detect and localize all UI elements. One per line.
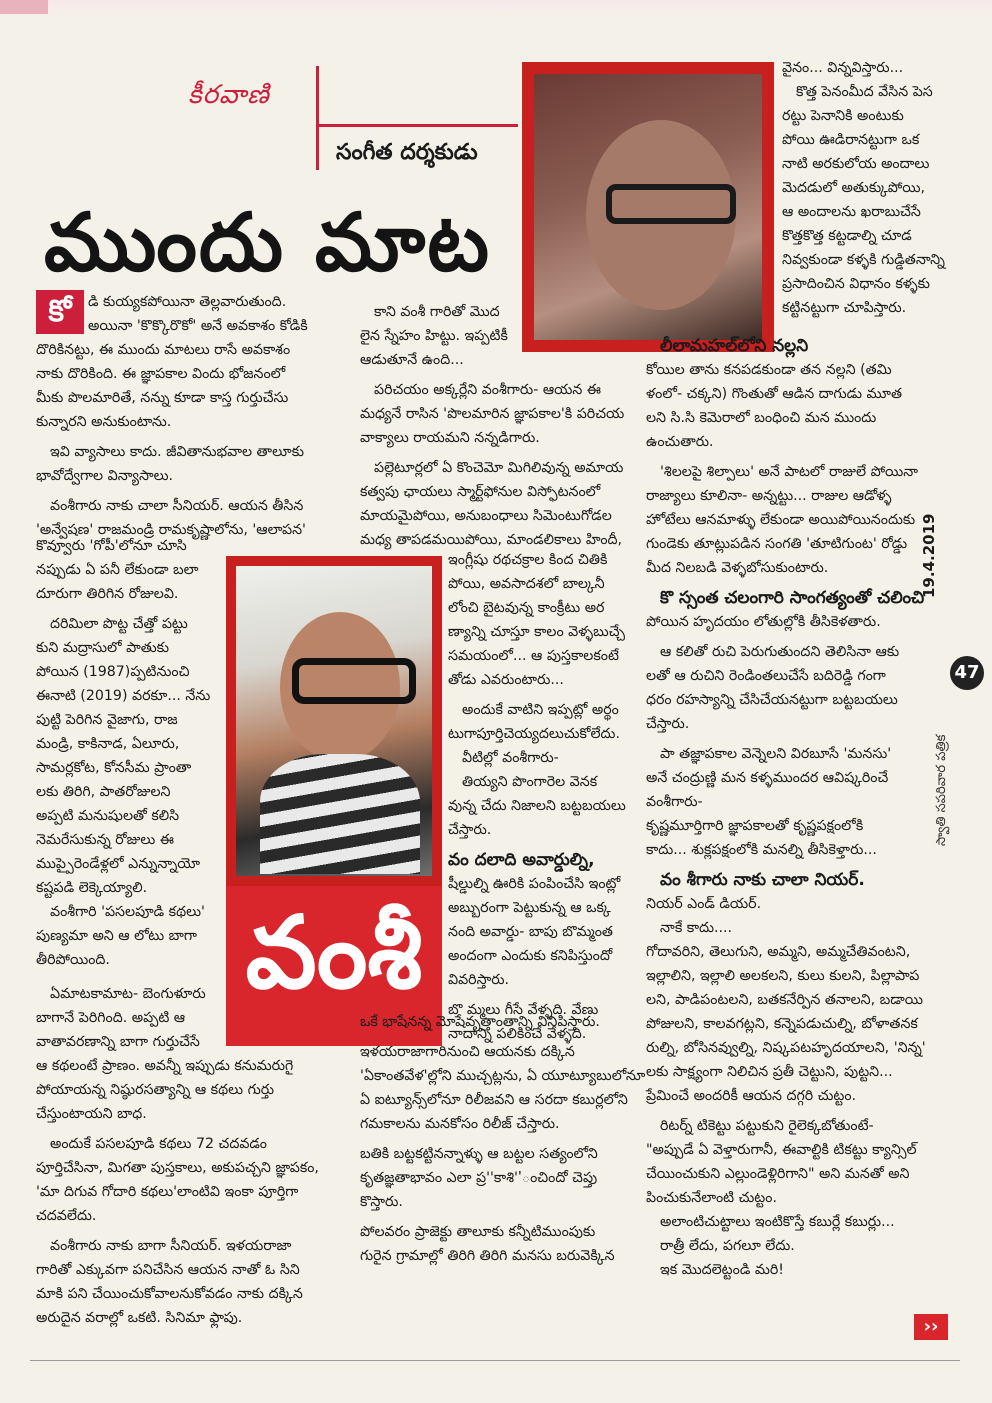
column-2-top xyxy=(360,300,634,552)
next-page-button[interactable]: ›› xyxy=(914,1314,948,1340)
text-line: కుని మద్రాసులో పాతుకు xyxy=(36,640,169,656)
text-line: మీద నిలబడి వెళ్ళబోసుకుంటారు. xyxy=(646,560,829,576)
issue-date: 19.4.2019 xyxy=(920,513,938,598)
text-line: అయినా 'కొక్కొరొకో' అనే అవకాశం కోడికి xyxy=(88,318,308,334)
text-line: టుగాపూర్తిచెయ్యదలుచుకోలేదు. xyxy=(448,726,620,742)
text-line: వంశీగారు నాకు బాగా సీనియర్. ఇళయరాజా xyxy=(50,1238,292,1254)
text-line: "అప్పుడే ఏ వెళ్తారుగానీ, ఈవాల్టికి టికట్టు క్యాన్సిల్ xyxy=(646,1142,917,1158)
column-3-bottom xyxy=(646,334,946,1282)
text-line: పోజులని, కాలవగట్లని, కన్నెపడుచుల్ని, బోళాతనక xyxy=(646,1016,918,1032)
text-line: దొరికినట్టు, ఈ ముందు మాటలు రాసే అవకాశం xyxy=(36,342,291,358)
footer-rule xyxy=(30,1360,960,1361)
text-line: కట్టినట్టుగా చూపిస్తారు. xyxy=(782,300,907,316)
subject-name: వంశీ xyxy=(245,893,423,1011)
text-line: కొ స్సంత చలంగారి సాంగత్యంతో చలించి xyxy=(660,588,925,608)
text-line: రట్టు పెనానికి అంటుకు xyxy=(782,108,904,124)
text-line: నాదాన్ని పలికించే వేళ్ళది. xyxy=(448,1026,587,1042)
text-line: మెదడులో అతుక్కుపోయి, xyxy=(782,180,925,196)
text-line: కాని వంశీ గారితో మొద xyxy=(374,304,500,320)
text-line: దరిమిలా పొట్ట చేత్తో పట్టు xyxy=(50,616,188,632)
text-line: అనే చంద్రుణ్ణి మన కళ్ళముందర ఆవిష్కరించే xyxy=(646,770,889,786)
text-line: కున్నారని అనుకుంటాను. xyxy=(36,414,172,430)
text-line: గారితో ఎక్కువగా పనిచేసిన ఆయన నాతో ఓ సిని xyxy=(36,1262,300,1278)
glasses-icon xyxy=(606,184,736,224)
text-line: కత్వపు ఛాయలు స్మార్ట్‌ఫోనుల విస్ఫోటనంలో xyxy=(360,484,601,500)
column-2-bottom xyxy=(360,1010,646,1268)
text-line: సమయంలో... ఆ పుస్తకాలకంటే xyxy=(448,648,619,664)
text-line: చదవలేదు. xyxy=(36,1208,97,1224)
text-line: ఇళయరాజాగారినుంచి ఆయనకు దక్కిన xyxy=(360,1044,575,1060)
text-line: నాకే కాదు.... xyxy=(660,920,733,936)
text-line: 'అన్వేషణ' రాజమండ్రి రామకృష్ణాలోను, 'ఆలాపన' xyxy=(36,522,306,538)
glasses-icon xyxy=(292,658,416,704)
text-line: చేయించుకుని ఎల్లుండెళ్లిరిగాని" అని మనతో అని xyxy=(646,1166,910,1182)
text-line: నాటి అరకులోయ అందాలు xyxy=(782,156,930,172)
text-line: కొవ్వూరు 'గోపీ'లోనూ చూసి xyxy=(36,538,187,554)
byline-divider xyxy=(316,66,319,170)
subject-photo xyxy=(226,556,442,886)
text-line: బతికి బట్టకట్టినన్నాళ్ళు ఆ బట్టల సత్యంలోని xyxy=(360,1146,598,1162)
top-edge xyxy=(0,0,992,18)
text-line: ఆ కథలంటే ప్రాణం. అవన్నీ ఇప్పుడు కనుమరుగై xyxy=(36,1058,294,1074)
pink-tab xyxy=(0,0,48,14)
text-line: గుండెకు తూట్లుపడిన సంగతి 'తూటిగుంట' రోడ్డు xyxy=(646,536,908,552)
text-line: వాక్యాలు రాయమని నన్నడిగారు. xyxy=(360,430,540,446)
text-line: లని, పాడిపంటలని, బతకనేర్పిన తనాలని, బడాయి xyxy=(646,992,924,1008)
text-line: పుట్టి పెరిగిన వైజాగు, రాజ xyxy=(36,712,178,728)
paragraph: కో డి కుయ్యకపోయినా తెల్లవారుతుంది. xyxy=(36,290,348,314)
column-3-top xyxy=(782,56,952,320)
text-line: ప్రసాదించిన విధానం కళ్ళకు xyxy=(782,276,930,292)
text-line: ప్రేమించే అందరికీ ఆయన దగ్గరి చుట్టం. xyxy=(646,1088,857,1104)
text-line: వంశీగారు నాకు చాలా సీనియర్. ఆయన తీసిన xyxy=(50,498,304,514)
text-line: పుణ్యమా అని ఆ లోటు బాగా xyxy=(36,928,197,944)
author-role: సంగీత దర్శకుడు xyxy=(336,140,478,165)
text-line: కొస్తారు. xyxy=(360,1194,403,1210)
text-line: ఆ అందాలను ఖరాబుచేసే xyxy=(782,204,921,220)
text-line: పోయి, అవసాదశలో బాల్కనీ xyxy=(448,576,605,592)
column-1-bottom xyxy=(36,982,348,1330)
text-line: రిటర్న్ టికెట్టు పట్టుకుని రైలెక్కబోతుంటే- xyxy=(660,1118,874,1134)
drop-cap: కో xyxy=(36,290,84,334)
text-line: ఇక మొదలెట్టండి మరి! xyxy=(660,1262,784,1278)
text-line: నంది అవార్డు- బాపు బొమ్మంత xyxy=(448,924,613,940)
text-line: ళంలో- చక్కని) గొంతుతో ఆడిన దాగుడు మూత xyxy=(646,386,903,402)
text-line: కృతజ్ఞతాభావం ఎలా ప్ర''కాశి''ంచిందో చెప్తు xyxy=(360,1170,598,1186)
text-line: అందుకే పసలపూడి కథలు 72 చదవడం xyxy=(50,1136,267,1152)
author-signature: కీరవాణి xyxy=(188,80,270,110)
text-line: చేస్తారు. xyxy=(646,716,690,732)
text-line: హోటేలు ఆనమాళ్ళు లేకుండా అయిపోయినందుకు xyxy=(646,512,916,528)
text-line: పోయిన (1987)ప్పటినుంచి xyxy=(36,664,190,680)
text-line: అప్పటి మనుషులతో కలిసి xyxy=(36,808,180,824)
text-line: పోయి ఊడిరానట్టుగా ఒక xyxy=(782,132,920,148)
text-line: రుల్ని, బోసినవ్వుల్ని, నిష్కపటహృదయాలని, 'నిన్న' xyxy=(646,1040,926,1056)
text-line: ముప్పైరెండేళ్లలో ఎన్నున్నాయో xyxy=(36,856,201,872)
text-line: మధ్య తాపడమయిపోయి, మాండలికాలు హిందీ, xyxy=(360,532,623,548)
text-line: చేస్తారు. xyxy=(448,822,492,838)
text-line: పోయిన హృదయం లోతుల్లోకి తీసికెళతారు. xyxy=(646,614,881,630)
text-line: లీలామహల్‌లోని నల్లని xyxy=(660,336,809,356)
text-line: పూర్తిచేసినా, మిగతా పుస్తకాలు, అకుపచ్చని జ్ఞాపకం, xyxy=(36,1160,319,1176)
text-line: లకు తిరిగి, పాతరోజులని xyxy=(36,784,171,800)
text-line: షీల్డుల్ని ఊరికి పంపించేసి ఇంట్లో xyxy=(448,876,621,892)
text-line: అందుకే వాటిని ఇప్పట్లో అర్థం xyxy=(462,702,619,718)
text-line: ఏమాటకామాట- బెంగుళూరు xyxy=(50,986,206,1002)
striped-shirt xyxy=(260,754,420,874)
text-line: అందంగా ఎందుకు కనిపిస్తుందో xyxy=(448,948,613,964)
text-line: మాయమైపోయి, అనుబంధాలు సిమెంటుగోడల xyxy=(360,508,612,524)
text-line: లైన స్నేహం హిట్టు. ఇప్పటికీ xyxy=(360,328,508,344)
text-line: గమకాలను మనకోసం రిలీజ్ చేస్తారు. xyxy=(360,1116,560,1132)
text-line: ఏ ఐట్యూన్స్‌లోనూ రిలీజవని ఆ సరదా కబుర్లలోని xyxy=(360,1092,628,1108)
text-line: మీకు పొలమారితే, నన్ను కూడా కాస్త గుర్తుచేసు xyxy=(36,390,289,406)
text-line: నివ్వకుండా కళ్ళకి గుడ్డితనాన్ని xyxy=(782,252,945,268)
column-2-narrow xyxy=(448,548,634,1046)
text-line: దూరుగా తిరిగిన రోజులవి. xyxy=(36,586,179,602)
magazine-name: స్వాతి సపరివార పత్రిక xyxy=(934,734,949,846)
text-line: వాతావరణాన్ని బాగా గుర్తుచేసే xyxy=(36,1034,200,1050)
text-line: ఆడుతూనే ఉంది... xyxy=(360,352,464,368)
text-line: కొత్తకొత్త కట్టడాల్ని చూడ xyxy=(782,228,912,244)
text-line: వున్న చేదు నిజాలని బట్టబయలు xyxy=(448,798,626,814)
text-line: కాదు... శుక్లపక్షంలోకి మనల్ని తీసికెళ్తారు... xyxy=(646,842,877,858)
text-line: ఇల్లాలిని, ఇల్లాలి అలకలని, కులు కులని, పిల్లాపాప xyxy=(646,968,920,984)
byline-rule xyxy=(316,124,518,127)
text-line: 'శిలలపై శిల్పాలు' అనే పాటలో రాజులే పోయినా xyxy=(660,464,919,480)
text-line: పల్లెటూర్లలో ఏ కొంచెమో మిగిలివున్న అమాయ xyxy=(374,460,624,476)
text-line: బొ మ్మలు గీసే వేళ్ళది. వేణు xyxy=(448,1002,599,1018)
text-line: వైనం... విన్నవిస్తారు... xyxy=(782,60,904,76)
text-line: మాకి పని చేయించుకోవాలనుకోవడం నాకు దక్కిన xyxy=(36,1286,303,1302)
text-line: అబ్బురంగా పెట్టుకున్న ఆ ఒక్క xyxy=(448,900,611,916)
column-1-narrow xyxy=(36,534,220,972)
text-line: తోడు ఎవరుంటారు... xyxy=(448,672,564,688)
text-line: వంశీగారి 'పసలపూడి కథలు' xyxy=(50,904,205,920)
text-line: పించుకునేలాంటి చుట్టం. xyxy=(646,1190,777,1206)
text-line: బాగానే పెరిగింది. అప్పటి ఆ xyxy=(36,1010,186,1026)
text-line: చేస్తుంటాయని బాధ. xyxy=(36,1106,147,1122)
text-line: సామర్లకోట, కోనసీమ ప్రాంతా xyxy=(36,760,192,776)
text-line: ఇంగ్లీషు రథచక్రాల కింద చితికి xyxy=(448,552,608,568)
text-line: ఈనాటి (2019) వరకూ... నేను xyxy=(36,688,211,704)
text-line: గురైన గ్రామాల్లో తిరిగి తిరిగి మనసు బరువెక్కిన xyxy=(360,1248,615,1264)
text-line: వీటిల్లో వంశీగారు- xyxy=(462,750,559,766)
text-line: తీరిపోయింది. xyxy=(36,952,110,968)
text-line: ఒకే భాషేనన్న మోషేవృత్తాంతాన్ని వినిపిస్తారు. xyxy=(360,1014,600,1030)
text-line: వం దలాది అవార్డుల్ని, xyxy=(448,850,595,870)
text-line: ఉంచుతారు. xyxy=(646,434,714,450)
text-line: రాజ్యాలు కూలినా- అన్నట్టు... రాజుల ఆడోళ్ళ xyxy=(646,488,892,504)
text-line: తియ్యని పొంగారెల వెనక xyxy=(462,774,598,790)
text-line: నియర్ ఎండ్ డియర్. xyxy=(646,896,762,912)
page-headline: ముందు మాట xyxy=(44,196,491,289)
text-line: కోయిల తాను కనపడకుండా తన నల్లని (తమి xyxy=(646,362,892,378)
text-line: నెమరేసుకున్న రోజులు ఈ xyxy=(36,832,174,848)
text-line: పోలవరం ప్రాజెక్టు తాలూకు కన్నీటిముంపుకు xyxy=(360,1224,596,1240)
text-line: ఇవి వ్యాసాలు కాదు. జీవితానుభవాల తాలూకు xyxy=(50,444,305,460)
text-line: కృష్ణమూర్తిగారి జ్ఞాపకాలతో కృష్ణపక్షంలోకి xyxy=(646,818,864,834)
text-line: వంశీగారు- xyxy=(646,794,703,810)
text-line: 'మా దిగువ గోదారి కథలు'లాంటివి ఇంకా పూర్తిగా xyxy=(36,1184,299,1200)
text-line: పా తజ్ఞాపకాల వెన్నెలని విరబూసే 'మనసు' xyxy=(660,746,892,762)
text-line: భావోద్వేగాల విన్యాసాలు. xyxy=(36,468,174,484)
text-line: ఆ కలితో రుచి పెరుగుతుందని తెలిసినా ఆకు xyxy=(660,644,900,660)
text-line: నప్పుడు ఏ పనీ లేకుండా బలా xyxy=(36,562,199,578)
text-line: 'ఏకాంతవేళ'ల్లోని ముచ్చట్లను, ఏ యూట్యూబులోనూ xyxy=(360,1068,646,1084)
text-line: పోయాయన్న నిష్ఠురసత్యాన్ని ఆ కథలు గుర్తు xyxy=(36,1082,275,1098)
text-line: వివరిస్తారు. xyxy=(448,972,510,988)
text-line: ణ్యాన్ని చూస్తూ కాలం వెళ్ళబుచ్చే xyxy=(448,624,625,640)
text-line: అలాంటిచుట్టాలు ఇంటికొస్తే కబుర్లే కబుర్లు... xyxy=(660,1214,895,1230)
text-line: ధరం రహస్యాన్ని చేసిచేయనట్టుగా బట్టబయలు xyxy=(646,692,898,708)
text-line: పరిచయం అక్కర్లేని వంశీగారు- ఆయన ఈ xyxy=(374,382,601,398)
text-line: అరుదైన వరాల్లో ఒకటి. సినిమా ఫ్లాపు. xyxy=(36,1310,243,1326)
page-number: 47 xyxy=(950,656,984,690)
text-line: లోంచి బైటవున్న కాంక్రీటు అర xyxy=(448,600,605,616)
text-line: గోదావరిని, తెలుగుని, అమ్మని, అమ్మచేతివంటని, xyxy=(646,944,911,960)
text-line: వం శీగారు నాకు చాలా నియర్. xyxy=(660,870,865,890)
text-line: కష్టపడి లెక్కెయ్యాలి. xyxy=(36,880,148,896)
text-line: లని సి.సి కెమెరాలో బంధించి మన ముందు xyxy=(646,410,877,426)
column-1-top xyxy=(36,290,348,542)
text-line: మధ్యనే రాసిన 'పొలమారిన జ్ఞాపకాల'కి పరిచయ xyxy=(360,406,625,422)
text-line: మండ్రి, కాకినాడ, ఏలూరు, xyxy=(36,736,180,752)
text-line: నాకు దొరికింది. ఈ జ్ఞాపకాల విందు భోజనంలో xyxy=(36,366,286,382)
text-line: కొత్త పెనంమీద వేసిన పెస xyxy=(796,84,933,100)
text-line: లకు సాక్ష్యంగా నిలిచిన ప్రతీ చెట్టుని, పుట్టని... xyxy=(646,1064,893,1080)
text-line: లతో ఆ రుచిని రెండింతలుచేసే బదిరెడ్డి గంగా xyxy=(646,668,886,684)
text-line: రాత్రీ లేదు, పగలూ లేదు. xyxy=(660,1238,795,1254)
